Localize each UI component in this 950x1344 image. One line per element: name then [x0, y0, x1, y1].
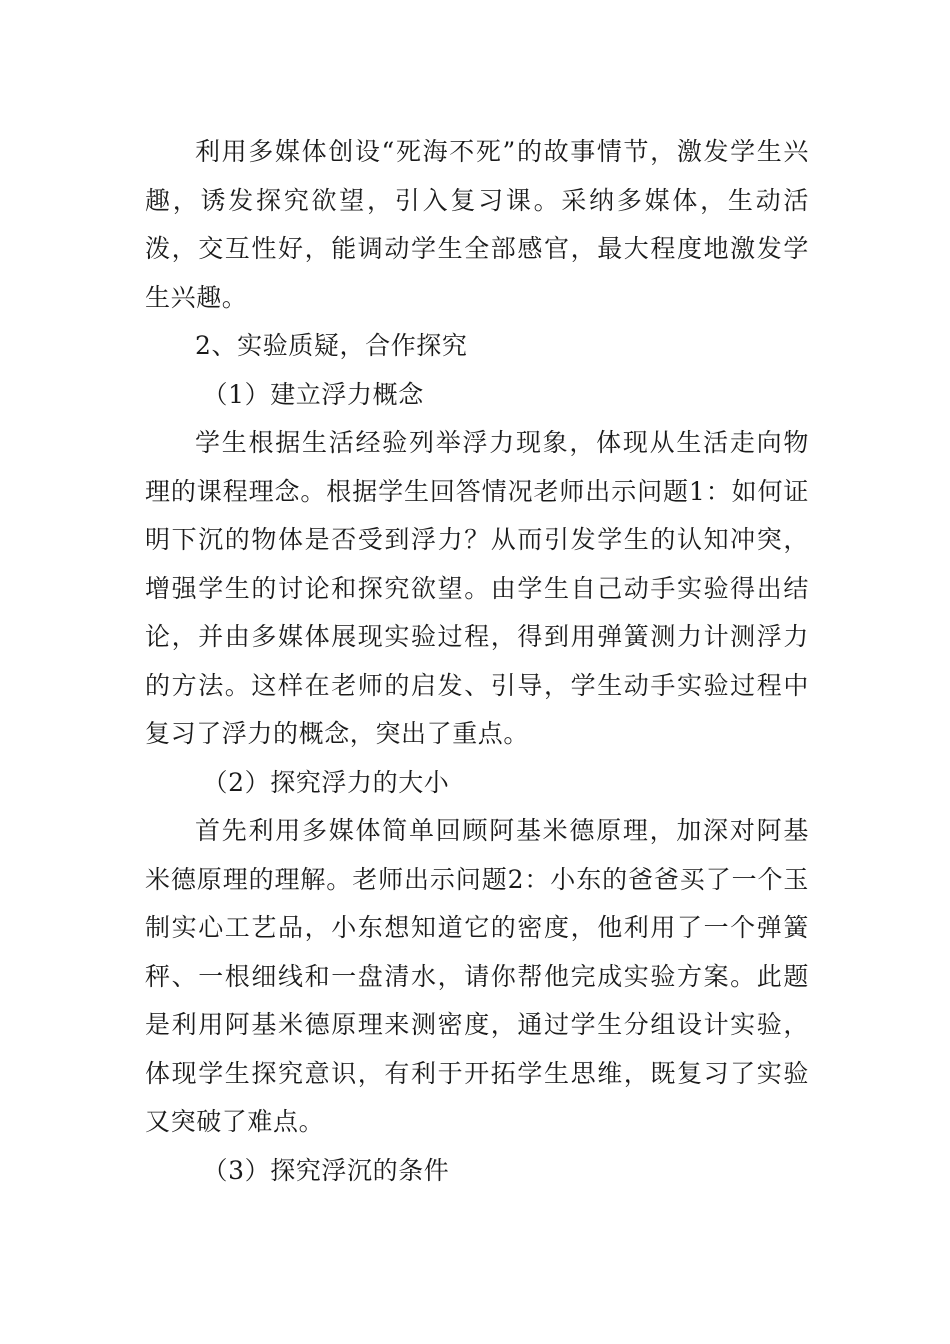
document-body [145, 128, 809, 1195]
section-heading-2: 2、实验质疑，合作探究 [195, 331, 468, 360]
subsection-heading-3: （3）探究浮沉的条件 [202, 1155, 450, 1185]
paragraph-buoyancy-concept: 学生根据生活经验列举浮力现象，体现从生活走向物理的课程理念。根据学生回答情况老师出示问题1：如何证明下沉的物体是否受到浮力？从而引发学生的认知冲突，增强学生的讨论和探究欲望。由学生自己动手实验得出结论，并由多媒体展现实验过程，得到用弹簧测力计测浮力的方法。这样在老师的启发、引导，学生动手实验过程中复习了浮力的概念，突出了重点。 [145, 428, 809, 748]
paragraph-buoyancy-size: 首先利用多媒体简单回顾阿基米德原理，加深对阿基米德原理的理解。老师出示问题2：小东的爸爸买了一个玉制实心工艺品，小东想知道它的密度，他利用了一个弹簧秤、一根细线和一盘清水，请你帮他完成实验方案。此题是利用阿基米德原理来测密度，通过学生分组设计实验，体现学生探究意识，有利于开拓学生思维，既复习了实验又突破了难点。 [145, 816, 809, 1136]
subsection-heading-2: （2）探究浮力的大小 [202, 767, 450, 797]
paragraph-intro: 利用多媒体创设“死海不死”的故事情节，激发学生兴趣，诱发探究欲望，引入复习课。采纳多媒体，生动活泼，交互性好，能调动学生全部感官，最大程度地激发学生兴趣。 [145, 137, 809, 312]
subsection-heading-1: （1）建立浮力概念 [202, 379, 424, 409]
